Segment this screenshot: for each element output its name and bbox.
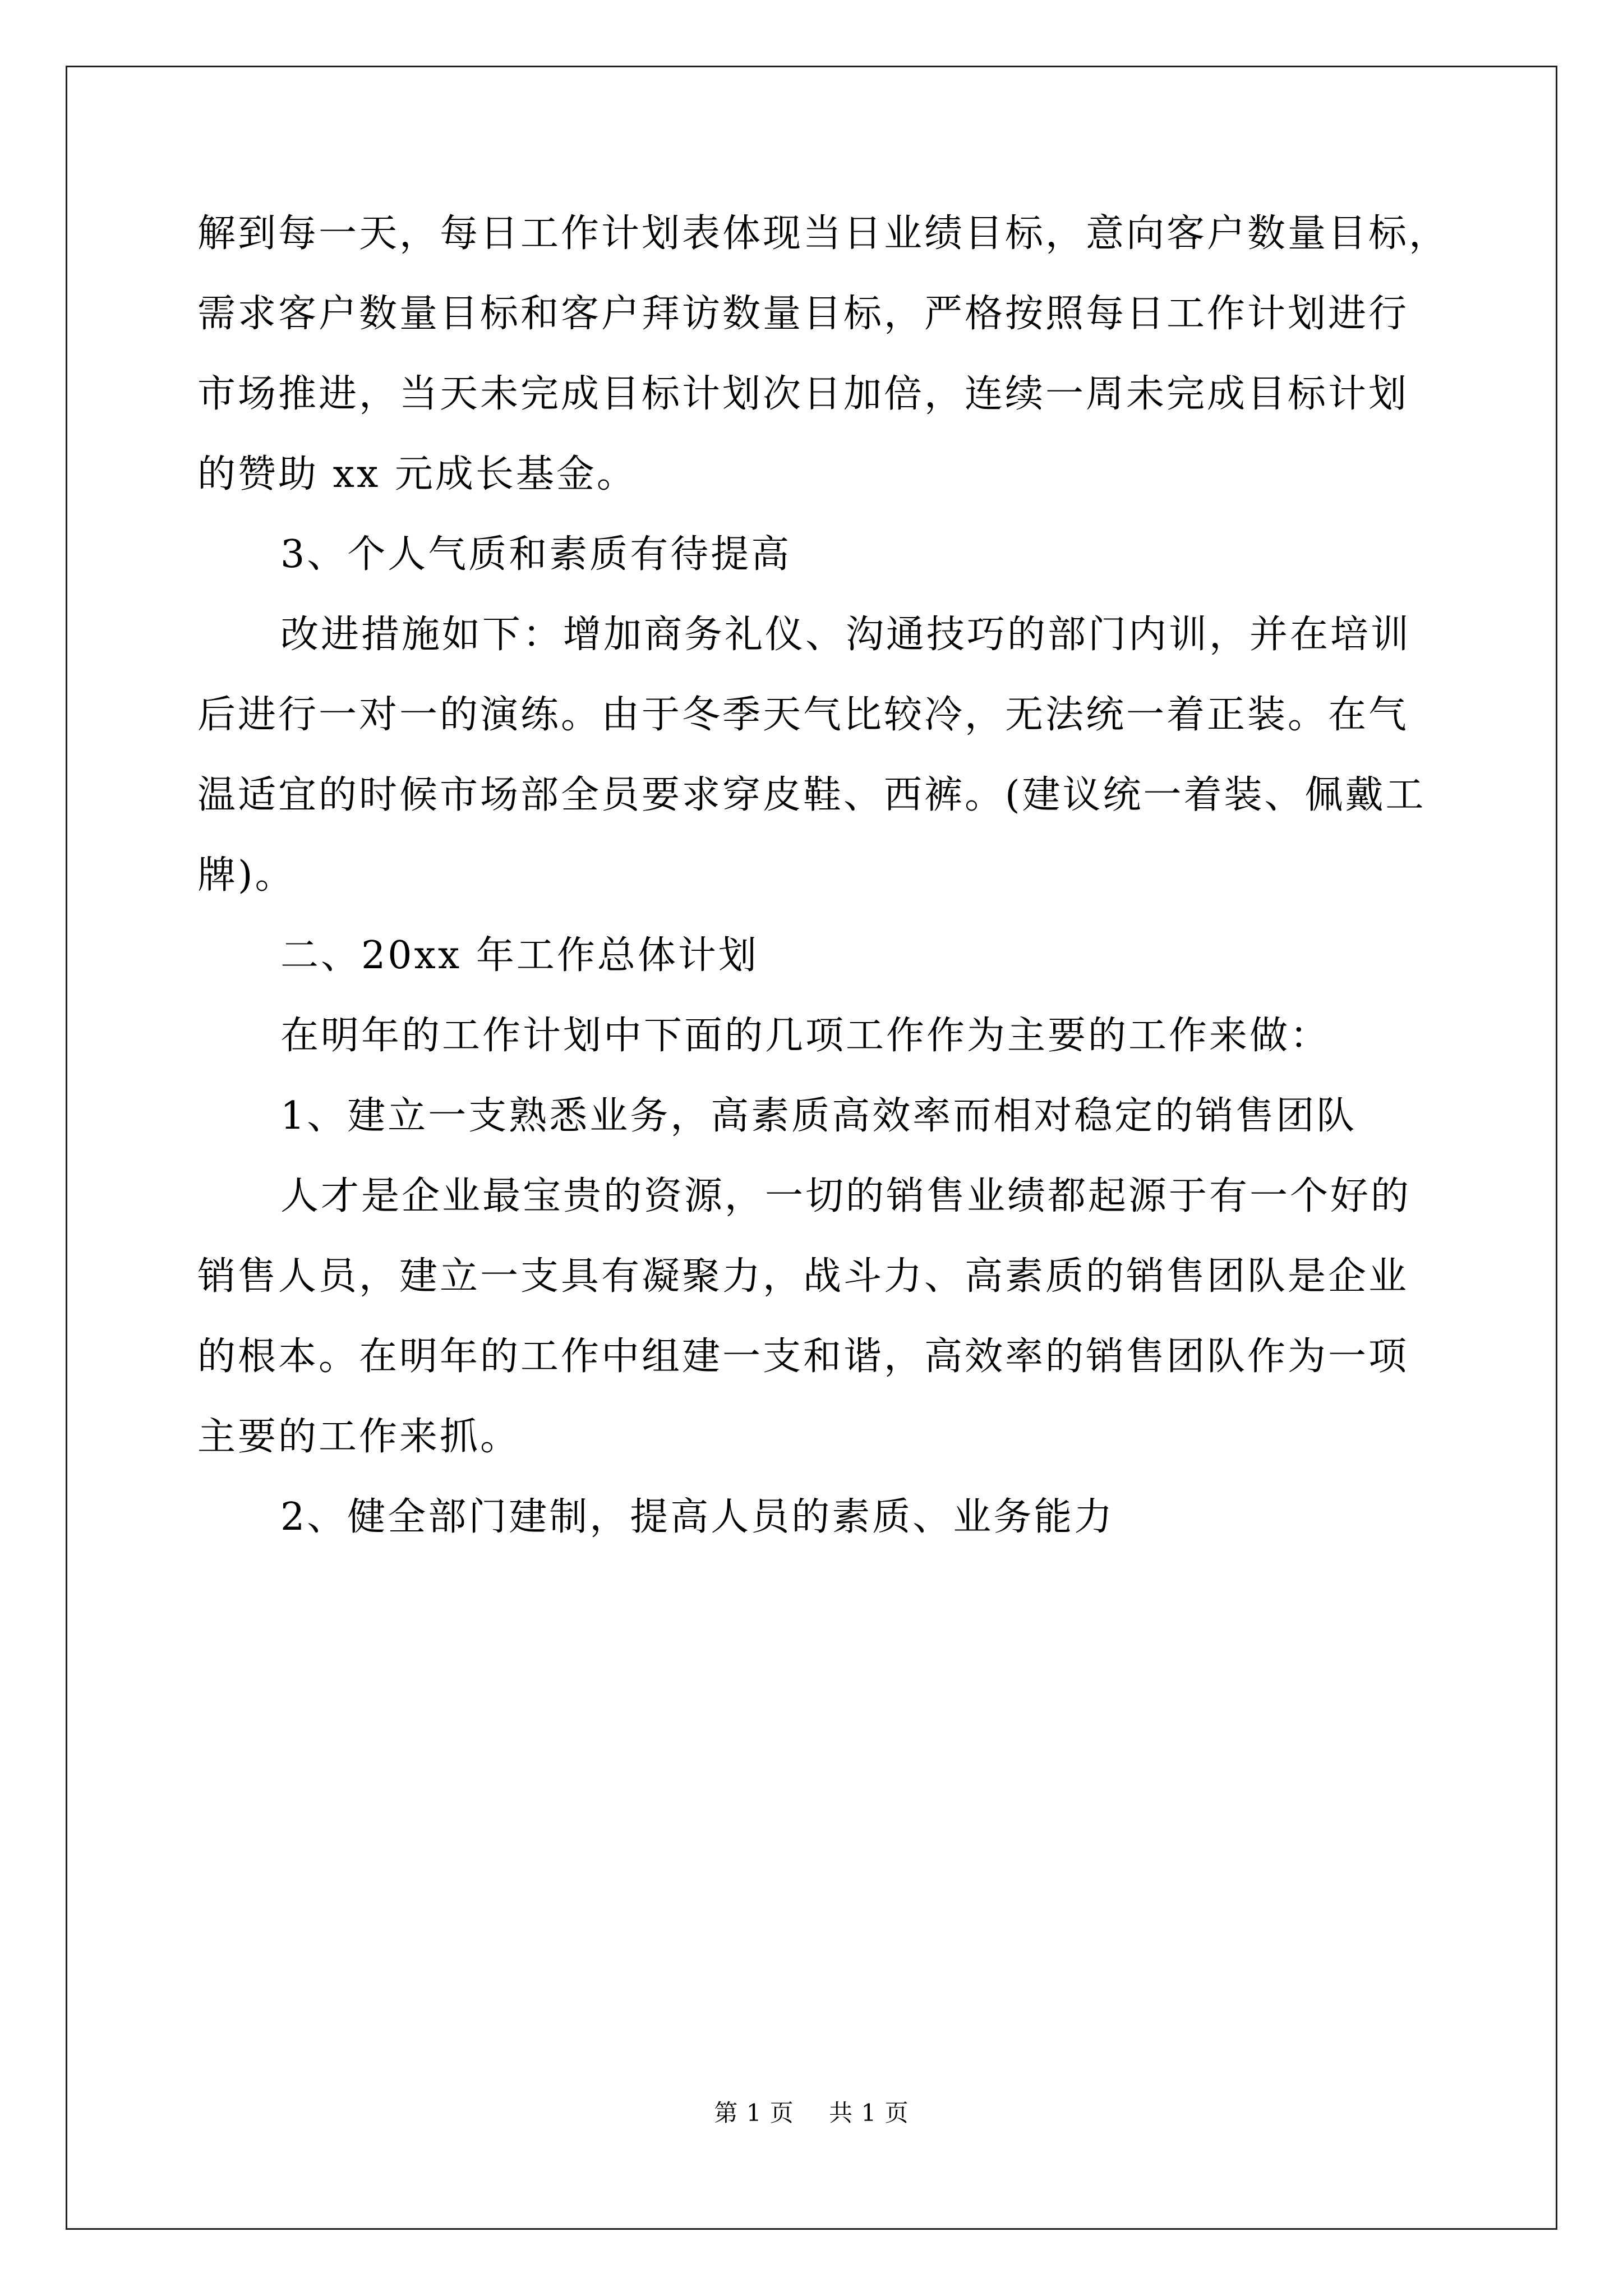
text-line: 温适宜的时候市场部全员要求穿皮鞋、西裤。(建议统一着装、佩戴工 <box>197 773 1426 817</box>
text-line: 后进行一对一的演练。由于冬季天气比较冷，无法统一着正装。在气 <box>197 693 1409 737</box>
text-line: 二、20xx 年工作总体计划 <box>280 933 759 978</box>
text-line: 2、健全部门建制，提高人员的素质、业务能力 <box>280 1495 1115 1539</box>
text-line: 市场推进，当天未完成目标计划次日加倍，连续一周未完成目标计划 <box>197 372 1409 416</box>
text-line: 需求客户数量目标和客户拜访数量目标，严格按照每日工作计划进行 <box>197 292 1409 336</box>
page-total: 共 1 页 <box>829 2099 909 2127</box>
document-body <box>197 194 1454 1557</box>
text-line: 在明年的工作计划中下面的几项工作作为主要的工作来做： <box>280 1014 1331 1058</box>
text-line: 的根本。在明年的工作中组建一支和谐，高效率的销售团队作为一项 <box>197 1335 1409 1379</box>
text-line: 销售人员，建立一支具有凝聚力，战斗力、高素质的销售团队是企业 <box>197 1254 1409 1299</box>
text-line: 改进措施如下：增加商务礼仪、沟通技巧的部门内训，并在培训 <box>280 613 1412 657</box>
text-line: 主要的工作来抓。 <box>197 1415 521 1459</box>
text-line: 的赞助 xx 元成长基金。 <box>197 452 637 496</box>
text-line: 人才是企业最宝贵的资源，一切的销售业绩都起源于有一个好的 <box>280 1174 1412 1218</box>
page-number: 第 1 页 <box>714 2099 794 2127</box>
text-line: 解到每一天，每日工作计划表体现当日业绩目标，意向客户数量目标， <box>197 211 1450 256</box>
text-line: 1、建立一支熟悉业务，高素质高效率而相对稳定的销售团队 <box>280 1094 1357 1138</box>
page-footer <box>0 2096 1623 2130</box>
text-line: 牌)。 <box>197 853 296 898</box>
text-line: 3、个人气质和素质有待提高 <box>280 532 792 577</box>
